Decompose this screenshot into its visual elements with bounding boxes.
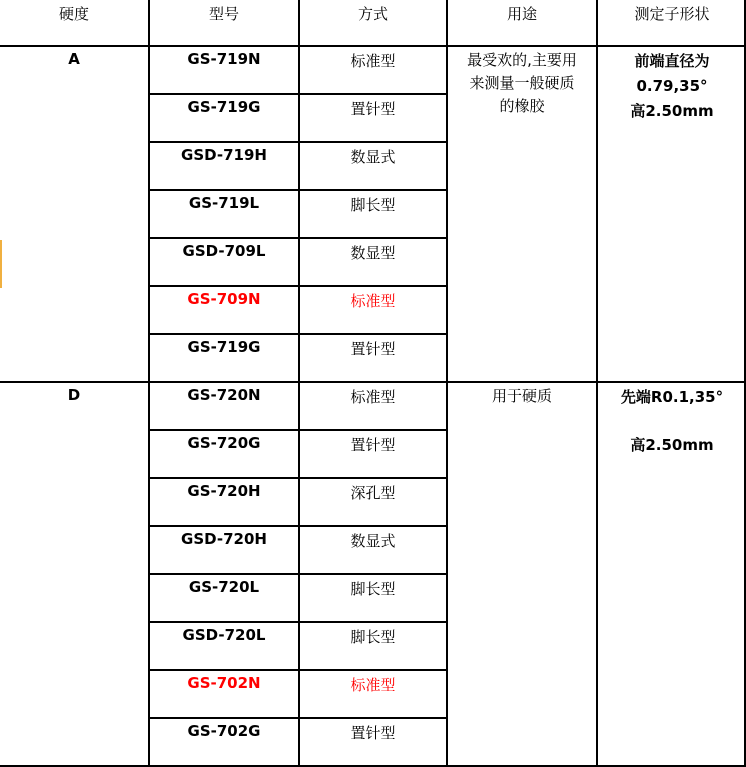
header-model: 型号 xyxy=(208,5,239,23)
method-cell: 置针型 xyxy=(350,724,396,742)
col-divider xyxy=(596,0,598,767)
probe-a-line: 0.79,35° xyxy=(636,77,708,95)
header-usage: 用途 xyxy=(506,5,537,23)
method-cell: 深孔型 xyxy=(350,484,396,502)
model-cell: GSD-720L xyxy=(182,626,266,644)
method-cell: 脚长型 xyxy=(350,580,396,598)
header-bottom-border xyxy=(0,45,746,47)
method-cell: 置针型 xyxy=(350,340,396,358)
probe-a-line: 高2.50mm xyxy=(630,102,714,120)
method-cell: 标准型 xyxy=(350,292,396,310)
method-cell: 标准型 xyxy=(350,676,396,694)
row-divider xyxy=(148,237,446,239)
model-cell: GS-719G xyxy=(187,338,261,356)
model-cell: GS-719L xyxy=(188,194,260,212)
col-divider xyxy=(446,0,448,767)
probe-d-line: 高2.50mm xyxy=(630,436,714,454)
row-divider xyxy=(148,285,446,287)
usage-a-line: 来测量一般硬质 xyxy=(469,74,575,92)
usage-a xyxy=(448,49,596,118)
model-cell: GS-719N xyxy=(187,50,261,68)
method-cell: 数显式 xyxy=(350,532,396,550)
row-divider xyxy=(148,525,446,527)
edge-marker xyxy=(0,240,2,288)
probe-d-line xyxy=(598,409,746,433)
group-divider xyxy=(0,381,746,383)
header-probe: 测定子形状 xyxy=(634,5,710,23)
usage-d xyxy=(448,385,596,408)
hardness-d: D xyxy=(67,386,81,404)
row-divider xyxy=(148,669,446,671)
model-cell: GS-702N xyxy=(187,674,261,692)
hardness-a: A xyxy=(68,50,80,68)
method-cell: 标准型 xyxy=(350,52,396,70)
model-cell: GSD-709L xyxy=(182,242,266,260)
model-cell: GS-719G xyxy=(187,98,261,116)
row-divider xyxy=(148,141,446,143)
row-divider xyxy=(148,621,446,623)
method-cell: 置针型 xyxy=(350,436,396,454)
method-cell: 标准型 xyxy=(350,388,396,406)
usage-a-line: 的橡胶 xyxy=(499,97,545,115)
usage-d-line: 用于硬质 xyxy=(491,387,552,405)
header-hardness: 硬度 xyxy=(58,5,89,23)
row-divider xyxy=(148,333,446,335)
model-cell: GS-709N xyxy=(187,290,261,308)
method-cell: 脚长型 xyxy=(350,628,396,646)
model-cell: GS-720L xyxy=(188,578,260,596)
probe-d-line: 先端R0.1,35° xyxy=(620,388,724,406)
probe-a-line: 前端直径为 xyxy=(634,52,710,70)
probe-d xyxy=(598,385,746,457)
row-divider xyxy=(148,717,446,719)
row-divider xyxy=(148,189,446,191)
header-method: 方式 xyxy=(357,5,388,23)
model-cell: GS-720H xyxy=(187,482,261,500)
probe-a xyxy=(598,49,746,124)
row-divider xyxy=(148,573,446,575)
method-cell: 脚长型 xyxy=(350,196,396,214)
model-cell: GS-720N xyxy=(187,386,261,404)
model-cell: GS-720G xyxy=(187,434,261,452)
model-cell: GSD-719H xyxy=(181,146,267,164)
method-cell: 数显型 xyxy=(350,244,396,262)
model-cell: GS-702G xyxy=(187,722,261,740)
method-cell: 数显式 xyxy=(350,148,396,166)
row-divider xyxy=(148,93,446,95)
model-cell: GSD-720H xyxy=(181,530,267,548)
col-divider xyxy=(148,0,150,767)
method-cell: 置针型 xyxy=(350,100,396,118)
row-divider xyxy=(148,429,446,431)
usage-a-line: 最受欢的,主要用 xyxy=(467,51,577,69)
col-divider xyxy=(298,0,300,767)
row-divider xyxy=(148,477,446,479)
